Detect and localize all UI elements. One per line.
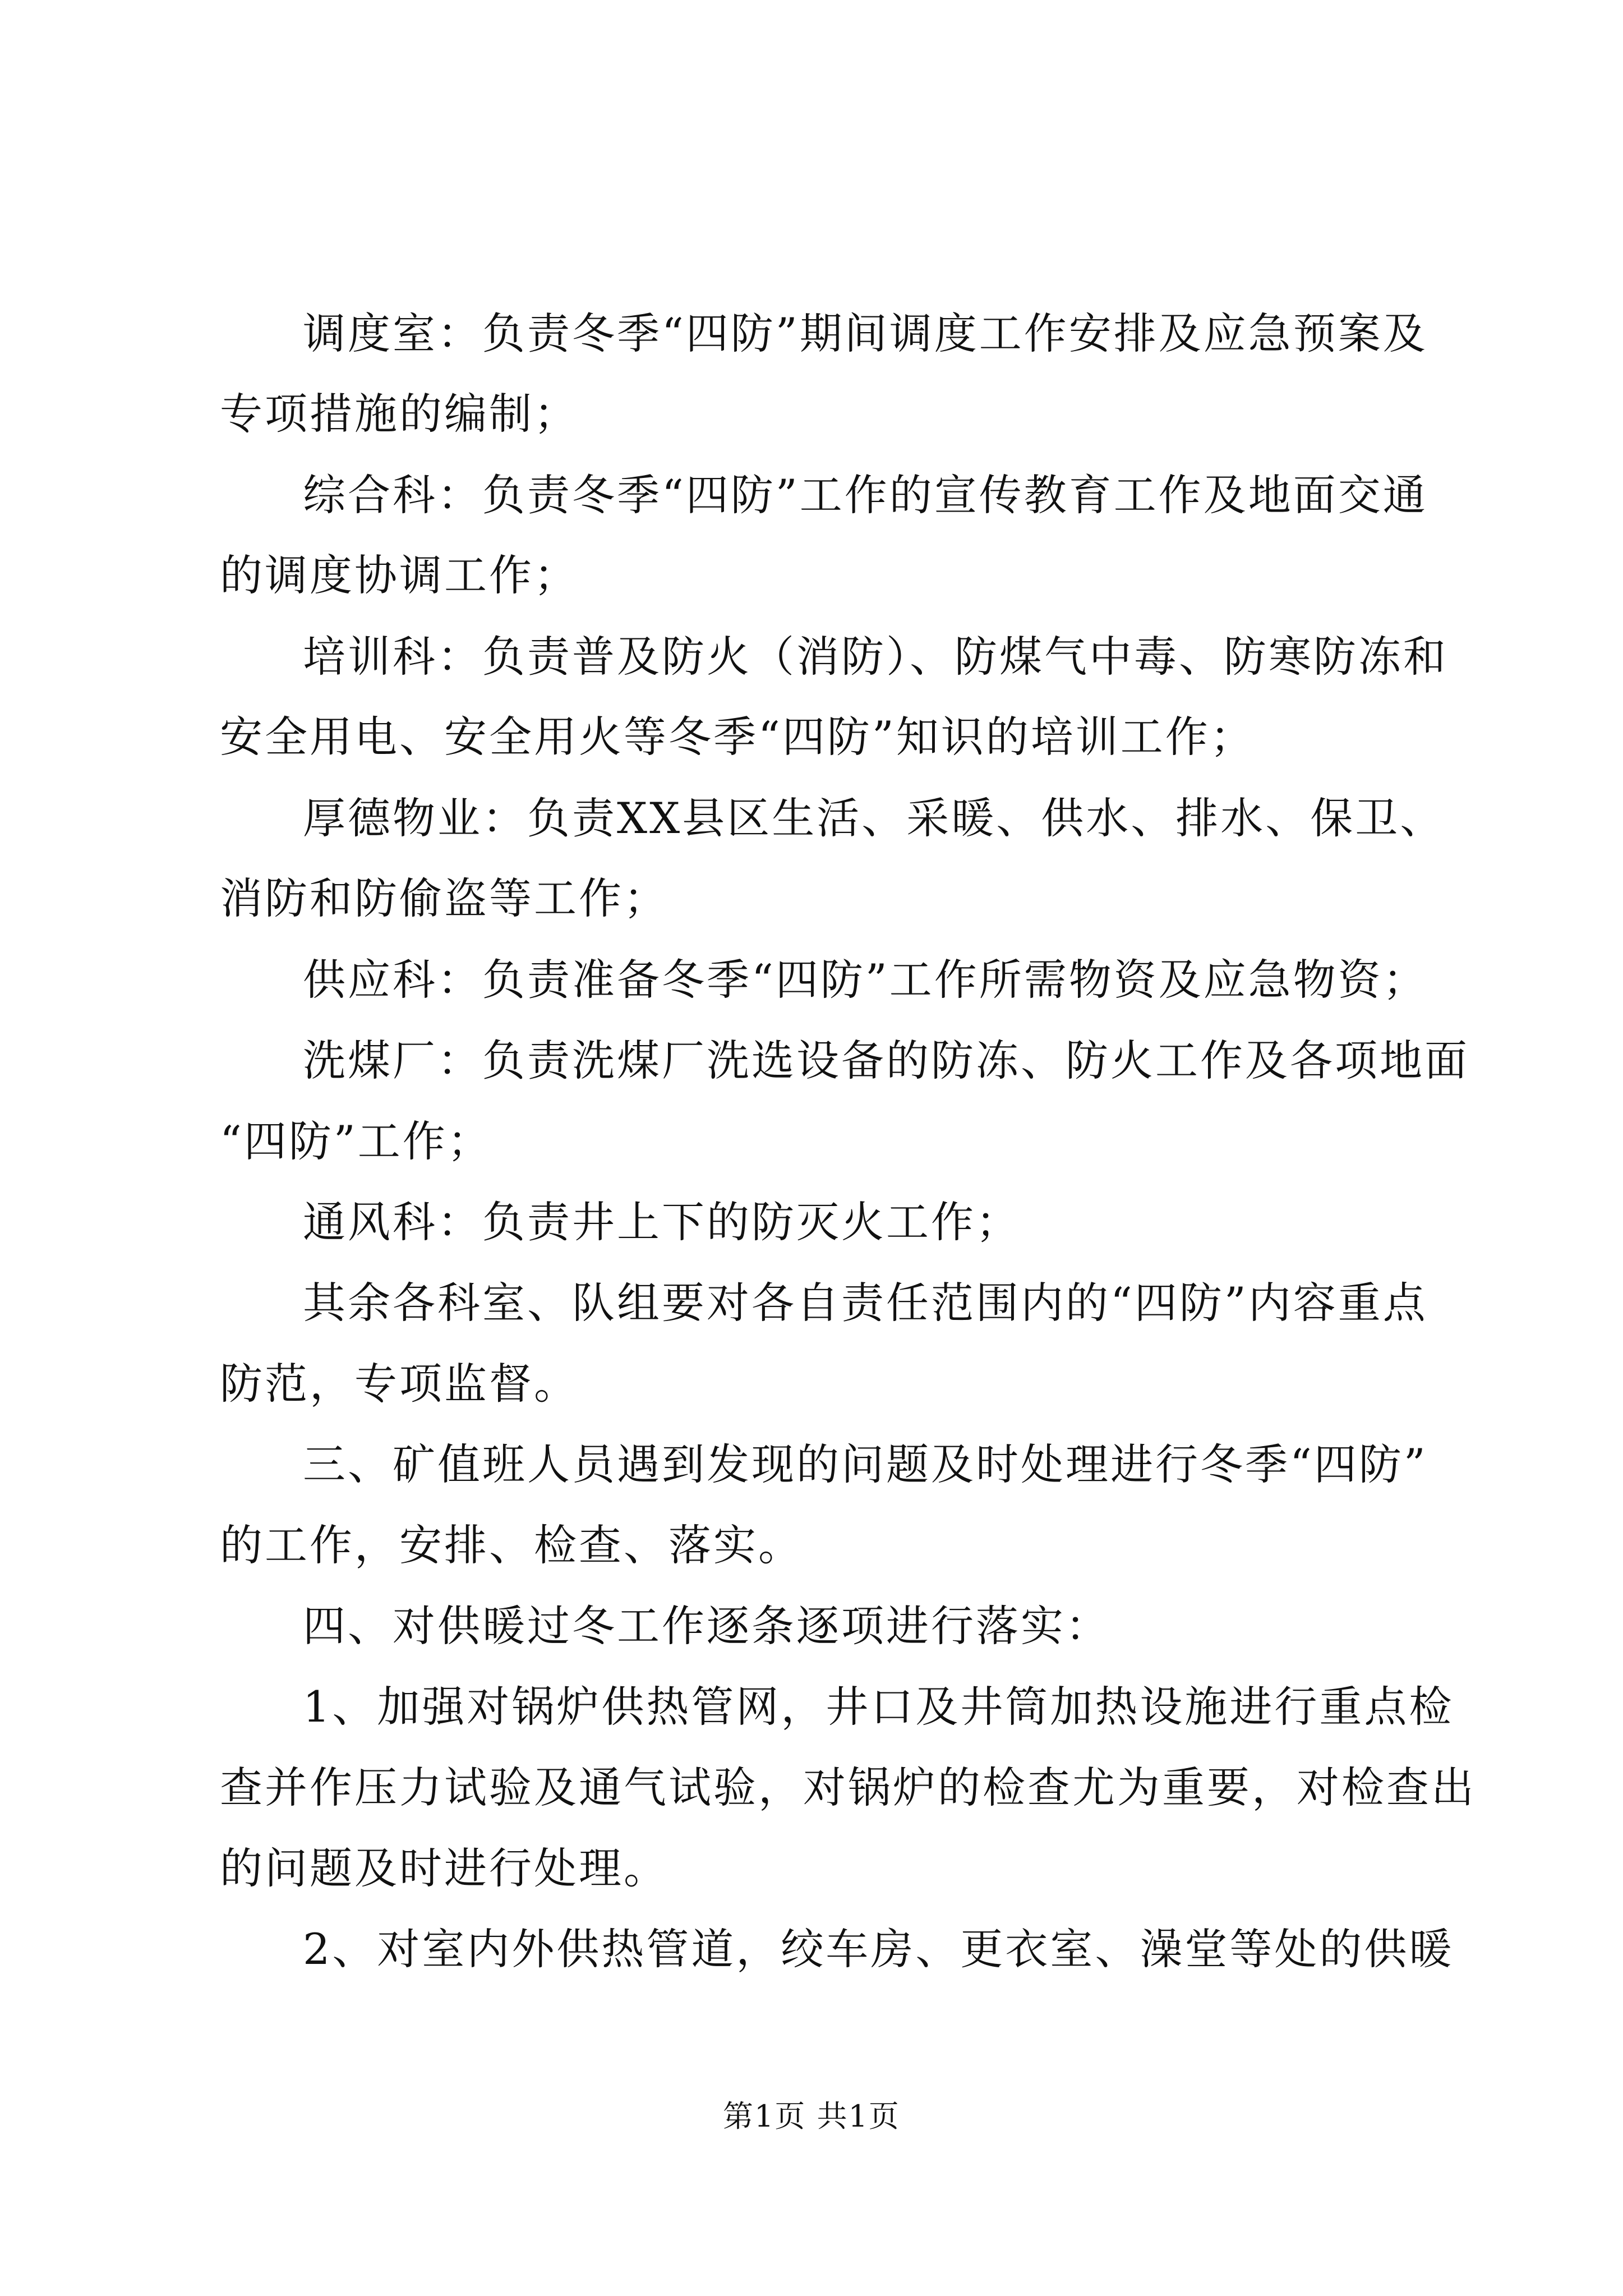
- text-line: 洗煤厂：负责洗煤厂洗选设备的防冻、防火工作及各项地面: [303, 1036, 1469, 1085]
- text-line: 的调度协调工作；: [220, 550, 579, 600]
- text-line: 2、对室内外供热管道，绞车房、更衣室、澡堂等处的供暖: [303, 1924, 1454, 1974]
- text-line: 的问题及时进行处理。: [220, 1843, 668, 1893]
- page-footer: 第1页 共1页: [723, 2099, 900, 2134]
- text-line: 培训科：负责普及防火（消防）、防煤气中毒、防寒防冻和: [303, 632, 1448, 682]
- text-line: 三、矿值班人员遇到发现的问题及时处理进行冬季“四防”: [303, 1439, 1428, 1489]
- text-line: 的工作，安排、检查、落实。: [220, 1520, 803, 1570]
- text-line: 其余各科室、队组要对各自责任范围内的“四防”内容重点: [303, 1278, 1428, 1328]
- text-line: 消防和防偷盗等工作；: [220, 873, 668, 923]
- text-line: 供应科：负责准备冬季“四防”工作所需物资及应急物资；: [303, 955, 1428, 1005]
- text-line: 1、加强对锅炉供热管网，井口及井筒加热设施进行重点检: [303, 1682, 1454, 1732]
- text-line: 四、对供暖过冬工作逐条逐项进行落实：: [303, 1601, 1110, 1651]
- text-line: 安全用电、安全用火等冬季“四防”知识的培训工作；: [220, 712, 1255, 762]
- text-line: 厚德物业：负责XX县区生活、采暖、供水、排水、保卫、: [303, 793, 1445, 843]
- text-line: 调度室：负责冬季“四防”期间调度工作安排及应急预案及: [303, 309, 1428, 358]
- text-line: 防范，专项监督。: [220, 1359, 579, 1409]
- text-line: “四防”工作；: [220, 1116, 492, 1166]
- text-line: 通风科：负责井上下的防灭火工作；: [303, 1197, 1021, 1247]
- text-line: 综合科：负责冬季“四防”工作的宣传教育工作及地面交通: [303, 470, 1428, 520]
- text-line: 查并作压力试验及通气试验，对锅炉的检查尤为重要，对检查出: [220, 1763, 1476, 1812]
- text-line: 专项措施的编制；: [220, 389, 579, 439]
